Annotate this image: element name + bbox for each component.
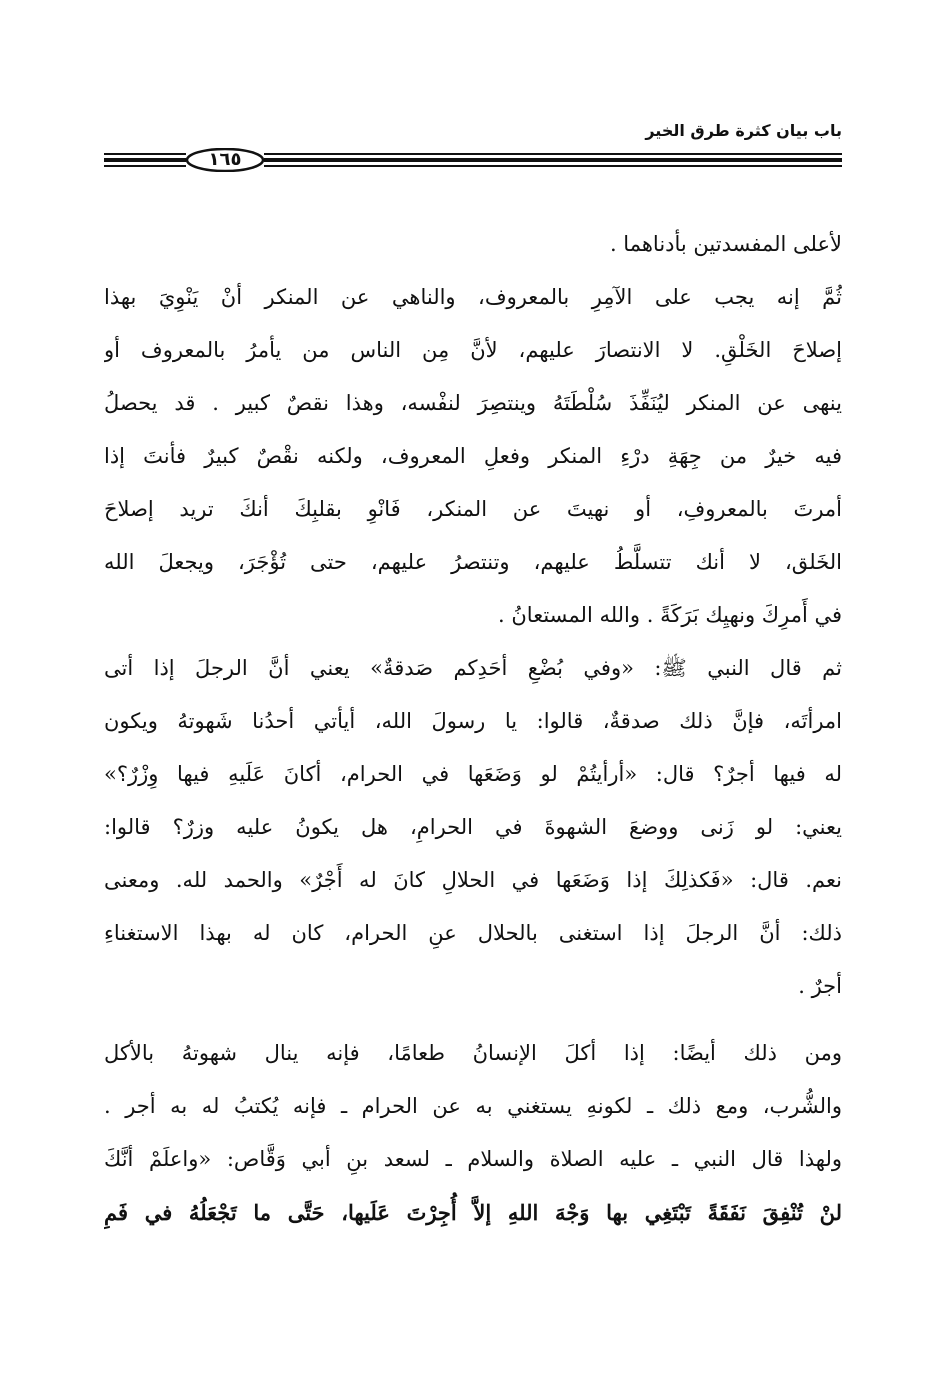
page-number: ١٦٥ <box>208 149 242 170</box>
text-line: أمرتَ بالمعروفِ، أو نهيتَ عن المنكر، فَانْوِ بقلبِكَ أنكَ تريد إصلاحَ <box>104 497 842 521</box>
text-line: لأعلى المفسدتين بأدناهما . <box>609 232 842 256</box>
text-line: في أَمرِكَ ونهيِك بَرَكَةً . والله المستعانُ . <box>498 603 842 627</box>
text-line: امرأتَه، فإنَّ ذلك صدقةٌ، قالوا: يا رسولَ الله، أيأتي أحدُنا شَهوتهُ ويكون <box>104 709 842 733</box>
chapter-title: باب بيان كثرة طرق الخير <box>645 121 842 140</box>
text-line: ذلك: أنَّ الرجلَ إذا استغنى بالحلال عنِ الحرام، كان له بهذا الاستغناءِ <box>104 921 842 945</box>
text-line: يعني: لو زَنى ووضعَ الشهوةَ في الحرامِ، هل يكونُ عليه وزرٌ؟ قالوا: <box>104 815 842 839</box>
text-line: لنْ تُنْفِقَ نَفَقَةً تَبْتَغِي بها وَجْهَ اللهِ إلاَّ أُجِرْتَ عَلَيها، حَتَّى ما تَجْعَلُهُ في فَمِ <box>104 1200 842 1225</box>
text-line: إصلاحَ الخَلْقِ. لا الانتصارَ عليهم، لأنَّ مِن الناس من يأمرُ بالمعروف أو <box>104 338 842 362</box>
text-line: ثُمَّ إنه يجب على الآمِرِ بالمعروف، والناهي عن المنكر أنْ يَنْوِيَ بهذا <box>104 285 842 309</box>
text-line: نعم. قال: «فَكذلِكَ إذا وَضَعَها في الحلالِ كانَ له أَجْرٌ» والحمد لله. ومعنى <box>104 868 842 892</box>
text-line: أجرٌ . <box>798 974 842 998</box>
text-line: والشُّرب، ومع ذلك ـ لكونهِ يستغني به عن الحرام ـ فإنه يُكتبُ له به أجر . <box>104 1094 842 1118</box>
text-line: فيه خيرٌ من جِهَةِ درْءِ المنكر وفعلِ المعروف، ولكنه نقْصٌ كبيرٌ فأنتَ إذا <box>104 444 842 468</box>
page-header <box>104 118 842 178</box>
text-line: له فيها أجرٌ؟ قال: «أرأيتُمْ لو وَضَعَها في الحرام، أكانَ عَلَيهِ فيها وِزْرٌ؟» <box>104 762 842 786</box>
text-line: ولهذا قال النبي ـ عليه الصلاة والسلام ـ لسعد بنِ أبي وَقَّاص: «واعلَمْ أنَّكَ <box>104 1147 842 1171</box>
body-text <box>104 218 842 1239</box>
text-line: ومن ذلك أيضًا: إذا أكلَ الإنسانُ طعامًا، فإنه ينال شهوتهُ بالأكل <box>104 1041 842 1065</box>
text-line: ينهى عن المنكر ليُنَفِّذَ سُلْطَتَهُ وينتصِرَ لنفْسه، وهذا نقصٌ كبير . قد يحصلُ <box>104 391 842 415</box>
text-line: ثم قال النبي ﷺ: «وفي بُضْعِ أحَدِكم صَدقةٌ» يعني أنَّ الرجلَ إذا أتى <box>104 656 842 680</box>
text-line: الخَلق، لا أنك تتسلَّطُ عليهم، وتنتصرُ عليهم، حتى تُؤْجَرَ، ويجعلَ الله <box>104 550 842 574</box>
